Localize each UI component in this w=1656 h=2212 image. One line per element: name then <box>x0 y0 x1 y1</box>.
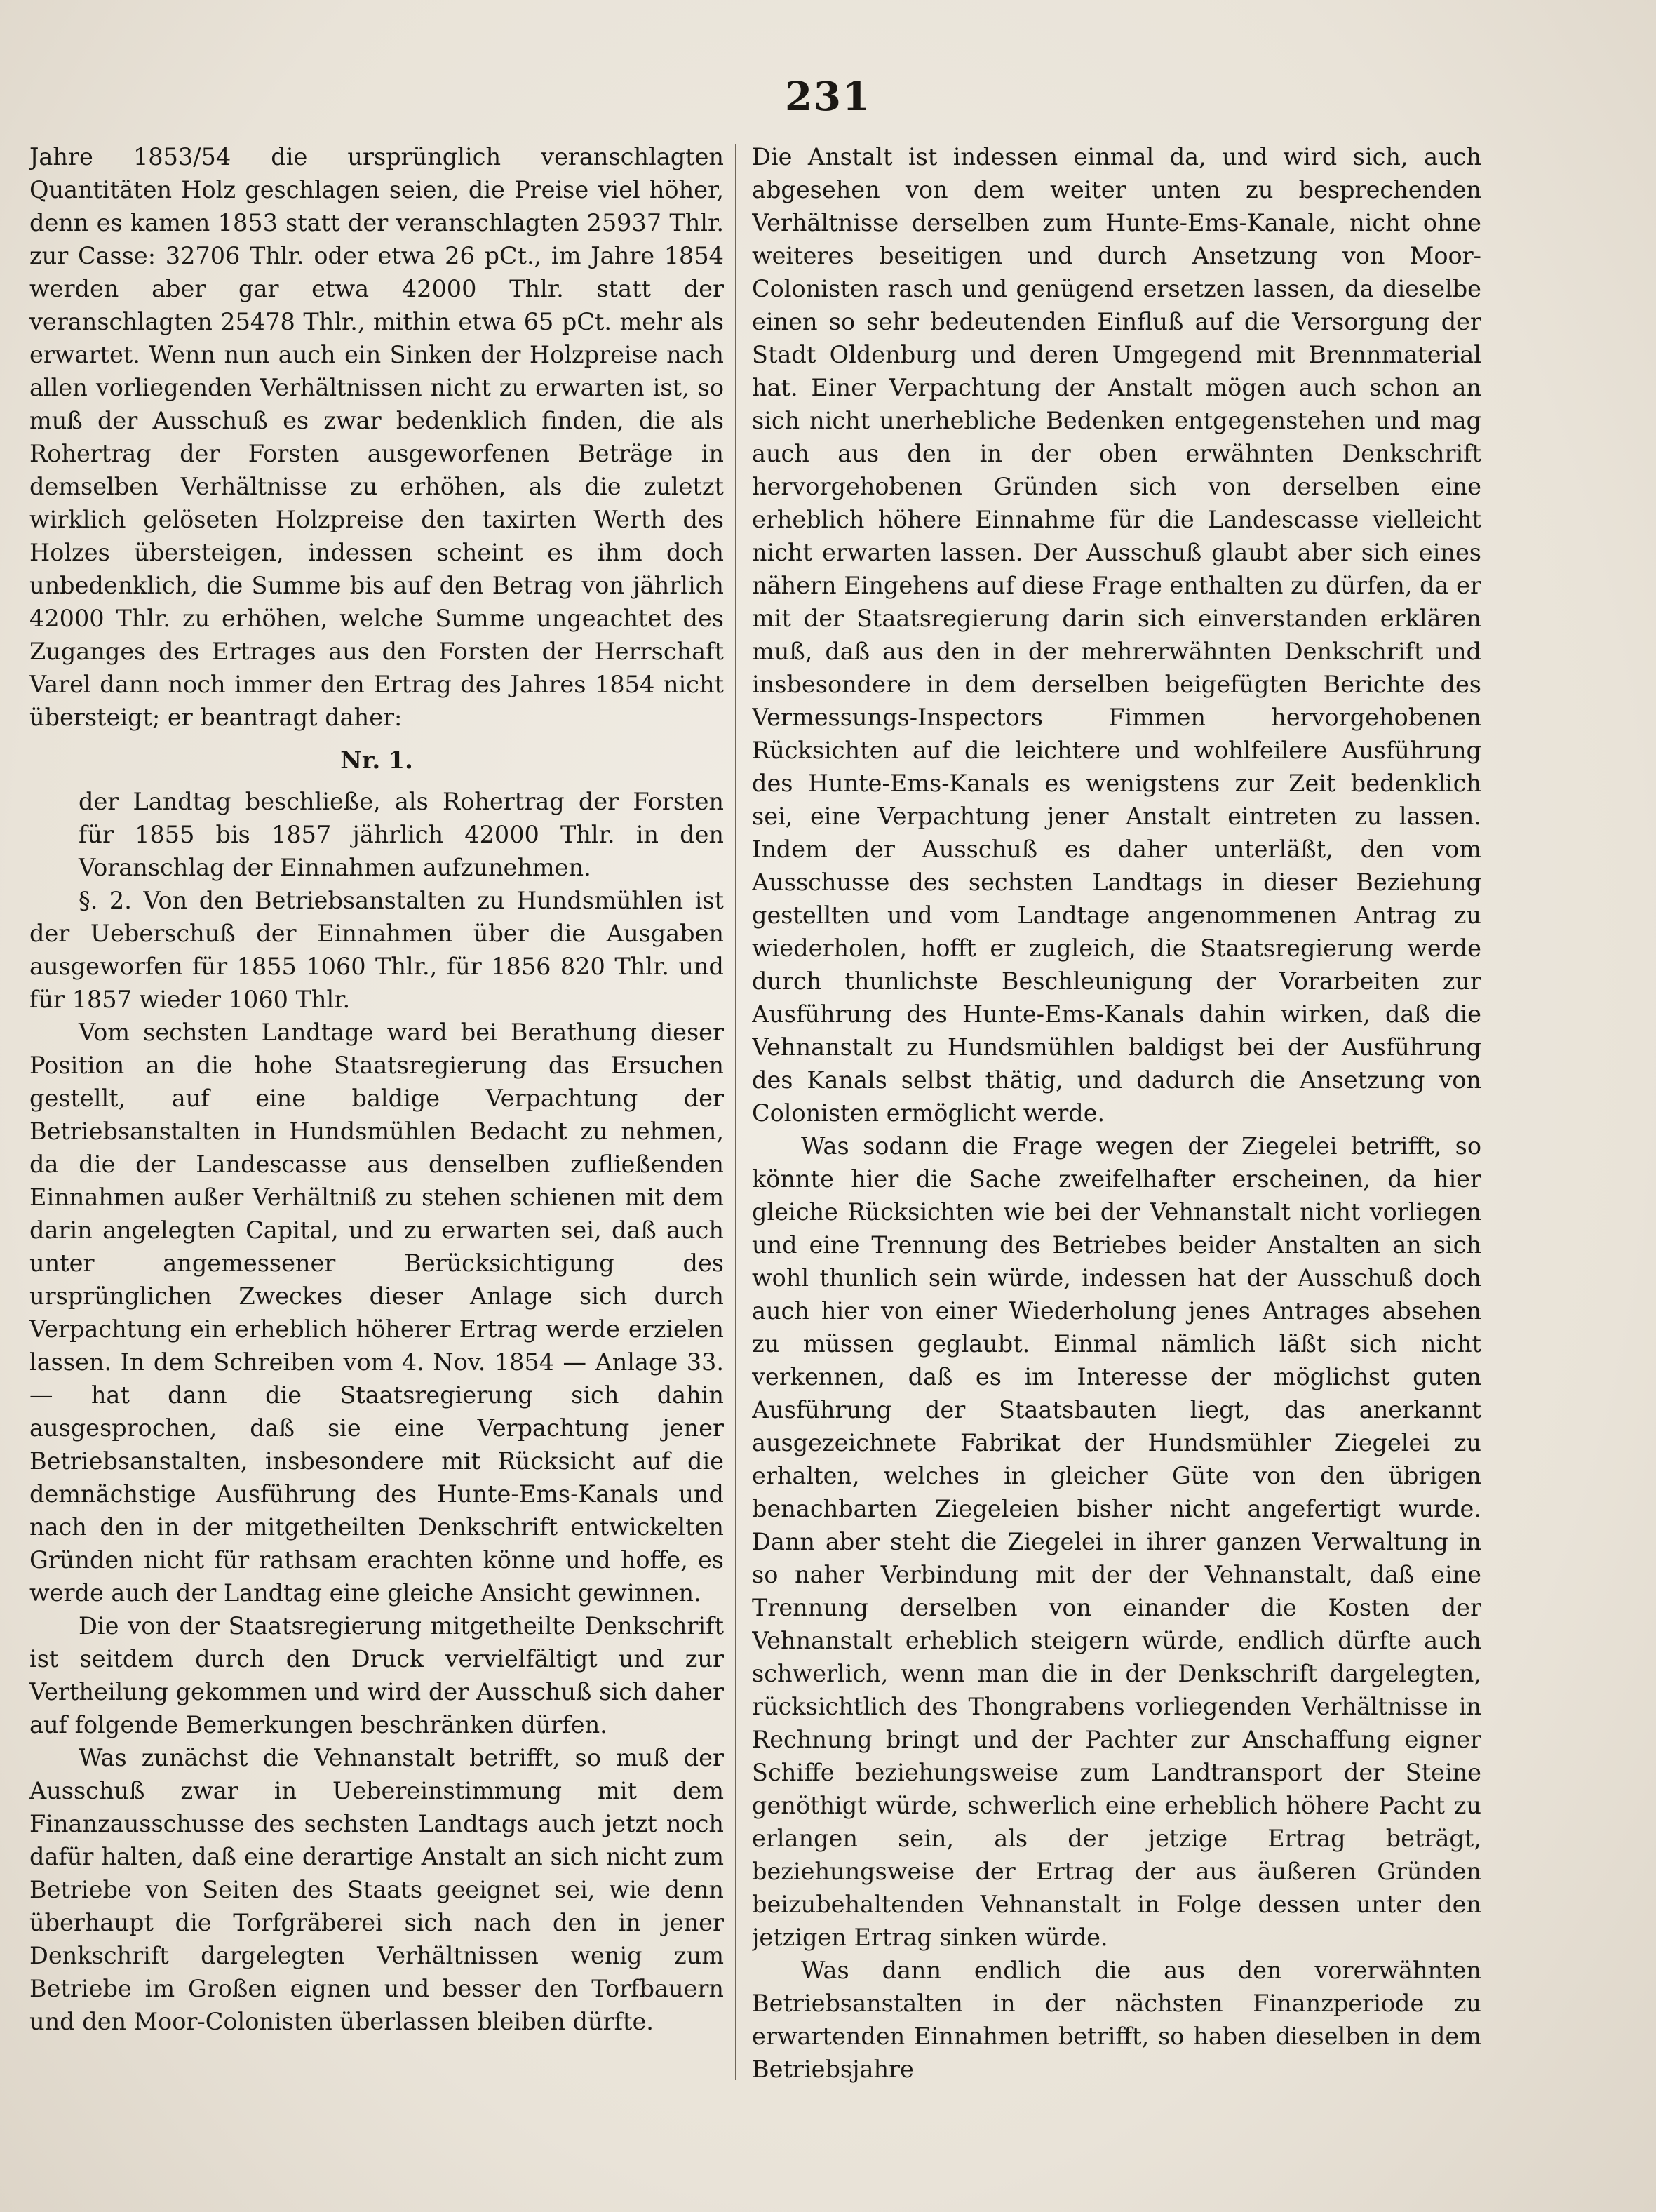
page-number: 231 <box>785 74 871 120</box>
motion-number: Nr. 1. <box>340 746 413 774</box>
paragraph-einnahmen: Was dann endlich die aus den vorerwähnten Betriebsanstalten in der nächsten Finanzperiode zu erwartenden Einnahmen betrifft, so haben dieselben in dem Betriebsjahre <box>752 1957 1481 2083</box>
motion-text: der Landtag beschließe, als Rohertrag der Forsten für 1855 bis 1857 jährlich 42000 Thlr. in den Voranschlag der Einnahmen aufzunehmen. <box>79 788 724 881</box>
paragraph-ziegelei: Was sodann die Frage wegen der Ziegelei betrifft, so könnte hier die Sache zweifelhafter erscheinen, da hier gleiche Rücksichten wie bei der Vehnanstalt nicht vorliegen und eine Trennung des Betriebes beider Anstalten an sich wohl thunlich sein würde, indessen hat der Ausschuß doch auch hier von einer Wiederholung jenes Antrages absehen zu müssen geglaubt. Einmal nämlich läßt sich nicht verkennen, daß es im Interesse der möglichst guten Ausführung der Staatsbauten liegt, das anerkannt ausgezeichnete Fabrikat der Hundsmühler Ziegelei zu erhalten, welches in gleicher Güte von den übrigen benachbarten Ziegeleien bisher nicht angefertigt wurde. Dann aber steht die Ziegelei in ihrer ganzen Verwaltung in so naher Verbindung mit der der Vehnanstalt, daß eine Trennung derselben von einander die Kosten der Vehnanstalt erheblich steigern würde, endlich dürfte auch schwerlich, wenn man die in der Denkschrift dargelegten, rücksichtlich des Thongrabens vorliegenden Verhältnisse in Rechnung bringt und der Pachter zur Anschaffung eigner Schiffe beziehungsweise zum Landtransport der Steine genöthigt würde, schwerlich eine erheblich höhere Pacht zu erlangen sein, als der jetzige Ertrag beträgt, beziehungsweise der Ertrag der aus äußeren Gründen beizubehaltenden Vehnanstalt in Folge dessen unter den jetzigen Ertrag sinken würde. <box>752 1132 1481 1951</box>
paragraph-section-2: §. 2. Von den Betriebsanstalten zu Hundsmühlen ist der Ueberschuß der Einnahmen über die Ausgaben ausgeworfen für 1855 1060 Thlr., für 1856 820 Thlr. und für 1857 wieder 1060 Thlr. <box>29 887 724 1013</box>
column-divider <box>735 144 736 2080</box>
paragraph-vehnanstalt: Was zunächst die Vehnanstalt betrifft, so muß der Ausschuß zwar in Uebereinstimmung mit dem Finanzausschusse des sechsten Landtags auch jetzt noch dafür halten, daß eine derartige Anstalt an sich nicht zum Betriebe von Seiten des Staats geeignet sei, wie denn überhaupt die Torfgräberei sich nach den in jener Denkschrift dargelegten Verhältnissen wenig zum Betriebe im Großen eignen und besser den Torfbauern und den Moor-Colonisten überlassen bleiben dürfte. <box>29 1744 724 2035</box>
right-column <box>752 140 1481 2119</box>
paragraph-denkschrift: Die von der Staatsregierung mitgetheilte Denkschrift ist seitdem durch den Druck vervielfältigt und zur Vertheilung gekommen und wird der Ausschuß sich daher auf folgende Bemerkungen beschränken dürfen. <box>29 1612 724 1738</box>
paragraph-forest-prices: Jahre 1853/54 die ursprünglich veranschlagten Quantitäten Holz geschlagen seien, die Preise viel höher, denn es kamen 1853 statt der veranschlagten 25937 Thlr. zur Casse: 32706 Thlr. oder etwa 26 pCt., im Jahre 1854 werden aber gar etwa 42000 Thlr. statt der veranschlagten 25478 Thlr., mithin etwa 65 pCt. mehr als erwartet. Wenn nun auch ein Sinken der Holzpreise nach allen vorliegenden Verhältnissen nicht zu erwarten ist, so muß der Ausschuß es zwar bedenklich finden, die als Rohertrag der Forsten ausgeworfenen Beträge in demselben Verhältnisse zu erhöhen, als die zuletzt wirklich gelöseten Holzpreise den taxirten Werth des Holzes übersteigen, indessen scheint es ihm doch unbedenklich, die Summe bis auf den Betrag von jährlich 42000 Thlr. zu erhöhen, welche Summe ungeachtet des Zuganges des Ertrages aus den Forsten der Herrschaft Varel dann noch immer den Ertrag des Jahres 1854 nicht übersteigt; er beantragt daher: <box>29 143 724 731</box>
paragraph-anstalt: Die Anstalt ist indessen einmal da, und wird sich, auch abgesehen von dem weiter unten zu besprechenden Verhältnisse derselben zum Hunte-Ems-Kanale, nicht ohne weiteres beseitigen und durch Ansetzung von Moor-Colonisten rasch und genügend ersetzen lassen, da dieselbe einen so sehr bedeutenden Einfluß auf die Versorgung der Stadt Oldenburg und deren Umgegend mit Brennmaterial hat. Einer Verpachtung der Anstalt mögen auch schon an sich nicht unerhebliche Bedenken entgegenstehen und mag auch aus den in der oben erwähnten Denkschrift hervorgehobenen Gründen sich von derselben eine erheblich höhere Einnahme für die Landescasse vielleicht nicht erwarten lassen. Der Ausschuß glaubt aber sich eines nähern Eingehens auf diese Frage enthalten zu dürfen, da er mit der Staatsregierung darin sich einverstanden erklären muß, daß aus den in der mehrerwähnten Denkschrift und insbesondere in dem derselben beigefügten Berichte des Vermessungs-Inspectors Fimmen hervorgehobenen Rücksichten auf die leichtere und wohlfeilere Ausführung des Hunte-Ems-Kanals es wenigstens zur Zeit bedenklich sei, eine Verpachtung jener Anstalt eintreten zu lassen. Indem der Ausschuß es daher unterläßt, den vom Ausschusse des sechsten Landtags in dieser Beziehung gestellten und vom Landtage angenommenen Antrag zu wiederholen, hofft er zugleich, die Staatsregierung werde durch thunlichste Beschleunigung der Vorarbeiten zur Ausführung des Hunte-Ems-Kanals dahin wirken, daß die Vehnanstalt zu Hundsmühlen baldigst bei der Ausführung des Kanals selbst thätig, und dadurch die Ansetzung von Colonisten ermöglicht werde. <box>752 143 1481 1127</box>
left-column <box>29 140 724 2119</box>
paragraph-sixth-landtag: Vom sechsten Landtage ward bei Berathung dieser Position an die hohe Staatsregierung das Ersuchen gestellt, auf eine baldige Verpachtung der Betriebsanstalten in Hundsmühlen Bedacht zu nehmen, da die der Landescasse aus denselben zufließenden Einnahmen außer Verhältniß zu stehen schienen mit dem darin angelegten Capital, und zu erwarten sei, daß auch unter angemessener Berücksichtigung des ursprünglichen Zweckes dieser Anlage sich durch Verpachtung ein erheblich höherer Ertrag werde erzielen lassen. In dem Schreiben vom 4. Nov. 1854 — Anlage 33. — hat dann die Staatsregierung sich dahin ausgesprochen, daß sie eine Verpachtung jener Betriebsanstalten, insbesondere mit Rücksicht auf die demnächstige Ausführung des Hunte-Ems-Kanals und nach den in der mitgetheilten Denkschrift entwickelten Gründen nicht für rathsam erachten könne und hoffe, es werde auch der Landtag eine gleiche Ansicht gewinnen. <box>29 1019 724 1607</box>
